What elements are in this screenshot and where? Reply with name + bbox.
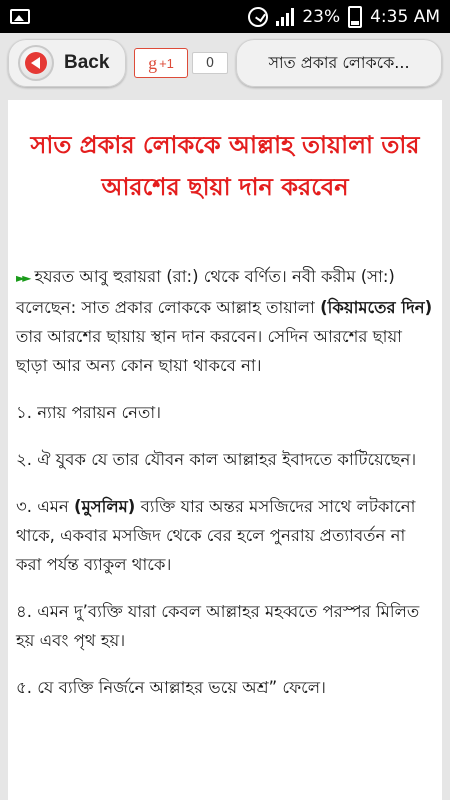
list-item-1: ১. ন্যায় পরায়ন নেতা। [16, 403, 162, 422]
google-plus-icon: g [148, 52, 158, 73]
intro-text-2: তার আরশের ছায়ায় স্থান দান করবেন। সেদিন আরশের ছায়া ছাড়া আর অন্য কোন ছায়া থাকবে না। [16, 327, 402, 375]
alarm-icon [248, 7, 268, 27]
back-button-label: Back [64, 52, 110, 73]
status-bar-left [10, 9, 248, 24]
back-button[interactable] [8, 39, 126, 87]
intro-text-1: হযরত আবু হুরায়রা (রা:) থেকে বর্ণিত। নবী করীম (সা:) বলেছেন: সাত প্রকার লোককে আল্লাহ তায়ালা [16, 267, 395, 317]
intro-paragraph [16, 262, 434, 380]
status-bar-right [248, 6, 440, 28]
article-content[interactable] [8, 100, 442, 800]
article-body [8, 262, 442, 702]
item3-text-1: ৩. এমন [16, 497, 75, 516]
clock: 4:35 AM [370, 6, 440, 27]
list-item-2: ২. ঐ যুবক যে তার যৌবন কাল আল্লাহর ইবাদতে কাটিয়েছেন। [16, 450, 417, 469]
item3-text-2: ব্যক্তি যার অন্তর মসজিদের সাথে লটকানো থাকে, একবার মসজিদ থেকে বের হলে পুনরায় প্রত্যাবর্তন না করা পর্যন্ত ব্যাকুল থাকে। [16, 497, 416, 574]
list-item-5: ৫. যে ব্যক্তি নির্জনে আল্লাহর ভয়ে অশ্র” ফেলে। [16, 678, 326, 697]
plus-one-label: +1 [159, 55, 174, 71]
plus-one-count: 0 [192, 52, 228, 74]
page-title-button[interactable] [236, 39, 442, 87]
page-title: সাত প্রকার লোককে... [268, 52, 410, 72]
signal-icon [276, 8, 294, 26]
bullet-arrows-icon: ►► [16, 271, 29, 285]
google-plus-one-button[interactable] [134, 48, 188, 78]
list-item-4: ৪. এমন দু’ব্যক্তি যারা কেবল আল্লাহর মহব্বতে পরস্পর মিলিত হয় এবং পৃথ হয়। [16, 602, 420, 650]
battery-percentage: 23% [302, 6, 341, 27]
intro-bold-text: (কিয়ামতের দিন) [320, 298, 433, 317]
back-arrow-icon [18, 45, 54, 81]
gallery-notification-icon [10, 9, 30, 24]
header-bar [0, 33, 450, 93]
battery-icon [348, 6, 362, 28]
item3-bold-text: (মুসলিম) [74, 497, 136, 516]
list-item-3 [16, 492, 434, 579]
status-bar [0, 0, 450, 33]
article-heading: সাত প্রকার লোককে আল্লাহ তায়ালা তার আরশের ছায়া দান করবেন [30, 131, 420, 201]
